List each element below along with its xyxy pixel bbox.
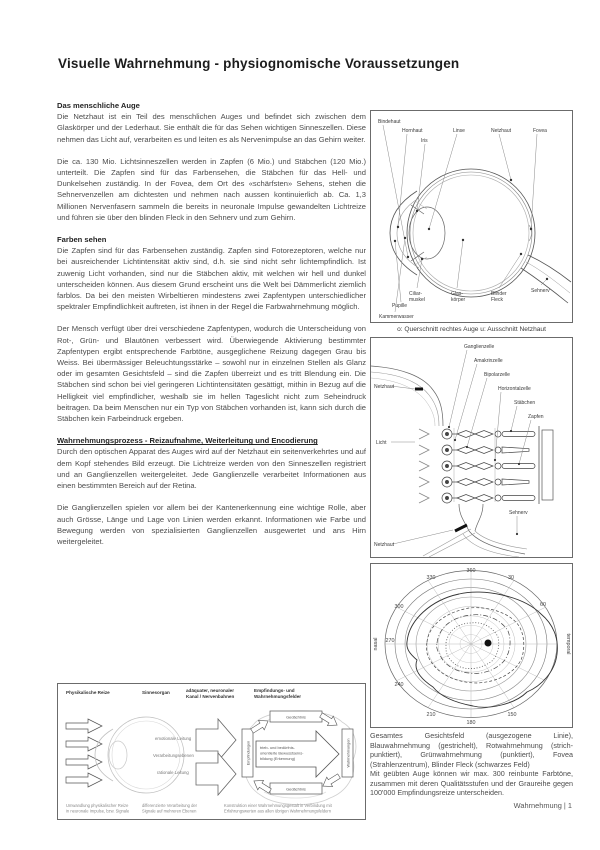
label-hornhaut: Hornhaut bbox=[402, 128, 423, 134]
figure-perception-flowchart bbox=[57, 683, 366, 820]
angle-240: 240 bbox=[394, 682, 404, 688]
label-kammerwasser: Kammerwasser bbox=[379, 314, 414, 320]
flow-header-3b: Kanal / Nervenbahnen bbox=[186, 694, 235, 699]
section-heading-farben: Farben sehen bbox=[57, 235, 107, 245]
angle-330: 330 bbox=[426, 575, 436, 581]
label-temporal: temporal bbox=[565, 633, 571, 655]
flow-caption-right-1: Konstruktion einer Wahrnehmungsgestalt in Verbindung mit bbox=[224, 803, 332, 808]
blind-spot-marker bbox=[485, 640, 492, 647]
flow-header-3a: adäquater, neuronaler bbox=[186, 688, 234, 693]
paragraph: Die Ganglienzellen spielen vor allem bei der Kantenerkennung eine wichtige Rolle, aber auch Grösse, Länge und Lage von Linien werden erkannt. Informationen wie Farbe und Bewegung werden von spezialisierten Ganglienzellen ausgewertet und ans Hirn weitergeleitet. bbox=[57, 503, 366, 546]
legend-text: Gesamtes Gesichtsfeld (ausgezogene Linie), Blauwahrnehmung (gestrichelt), Rotwahrnehmung (strich-punktiert), Grünwahrnehmung (punktiert), Fovea (Strahlenzentrum), Blinder Fleck (schwarzes Feld) bbox=[370, 731, 573, 769]
paragraph: Der Mensch verfügt über drei verschiedene Zapfentypen, wodurch die Unterscheidung von Rot-, Grün- und Blautönen verbessert wird. Überwiegende Aktivierung bestimmter Zapfentypen ergibt entsprechende Farbtöne, ausgeglichene Reizung dagegen Grau bis Weiss. Bei übermässiger Beleuchtungsstärke – sowohl nur in einzelnen Stellen als Glanz oder im gesamten Gesichtsfeld – sind die Zapfen überreizt und es tritt Blendung ein. Die Stäbchen sind schon bei viel geringeren Lichtintensitäten gesättigt, mithin in Bezug auf die Helligkeit viel empfindlicher, weshalb sie im hellen Tageslicht nicht zum Seheindruck beitragen. Da beim Menschen nur ein Typ von Stäbchen vorhanden ist, kann sich durch die Stäbchen kein Farbeindruck ergeben. bbox=[57, 324, 366, 424]
label-glaskoerper-2: körper bbox=[451, 297, 466, 303]
paragraph: Durch den optischen Apparat des Auges wird auf der Netzhaut ein seitenverkehrtes und auf dem Kopf stehendes Bild erzeugt. Die Lichtreize werden von den Sinneszellen registriert und an Ganglienzellen weitergeleitet. Jede Ganglienzelle verarbeitet Informationen aus einen bestimmten Bereich auf der Retina. bbox=[57, 447, 366, 491]
flow-channel-3: rationale Leitung bbox=[157, 770, 189, 775]
field-left-label: Empfindungen bbox=[246, 740, 251, 766]
label-nasal: nasal bbox=[373, 637, 379, 651]
stimulus-arrows bbox=[66, 719, 102, 787]
figure-caption-eye: o: Querschnitt rechtes Auge u: Ausschnitt Netzhaut bbox=[397, 325, 546, 333]
flow-channel-1: emotionale Leitung bbox=[155, 736, 192, 741]
label-ciliarmuskel: Ciliar- bbox=[409, 291, 423, 297]
angle-30: 30 bbox=[508, 575, 514, 581]
label-netzhaut-top: Netzhaut bbox=[374, 384, 395, 390]
visual-field-chart bbox=[371, 564, 572, 727]
flow-header-1: Physikalische Reize bbox=[66, 690, 110, 695]
section-heading-wahrnehmungsprozess: Wahrnehmungsprozess - Reizaufnahme, Weiterleitung und Encodierung bbox=[57, 436, 318, 446]
retina-diagram bbox=[371, 338, 572, 557]
angle-60: 60 bbox=[540, 602, 546, 608]
page-title: Visuelle Wahrnehmung - physiognomische Voraussetzungen bbox=[58, 56, 460, 71]
label-netzhaut: Netzhaut bbox=[491, 128, 512, 134]
text-column bbox=[57, 100, 366, 558]
label-linse: Linse bbox=[453, 128, 465, 134]
light-arrows bbox=[419, 429, 429, 503]
paragraph: Die Zapfen sind für das Farbensehen zuständig. Zapfen sind Fotorezeptoren, welche nur bei ausreichender Lichtintensität aktiv sind, d.h. sie sind nicht sehr lichtempfindlich. Ist zuwenig Licht vorhanden, sind nur die Stäbchen aktiv, mit welchen wir hell und dunkel unterscheiden können. Aus diesem Grund erscheint uns die Welt bei Dämmerlicht ziemlich farblos. Da bei den meisten Wirbeltieren mindestens zwei Zapfentypen unterschiedlicher spektraler Empfindlichkeit auftreten, ist ihnen in der Regel die Farbwahrnehmung möglich. bbox=[57, 246, 366, 312]
label-glaskoerper: Glas- bbox=[451, 291, 463, 297]
figure-retina bbox=[370, 337, 573, 558]
label-amakrinzelle: Amakrinzelle bbox=[474, 358, 503, 364]
label-ciliarmuskel-2: muskel bbox=[409, 297, 425, 303]
angle-210: 210 bbox=[426, 712, 436, 718]
label-bindehaut: Bindehaut bbox=[378, 119, 401, 125]
page-number: Wahrnehmung | 1 bbox=[513, 801, 572, 810]
label-sehnerv: Sehnerv bbox=[531, 288, 550, 294]
angle-270: 270 bbox=[385, 638, 395, 644]
flow-header-2: Sinnesorgan bbox=[142, 690, 170, 695]
flowchart-diagram bbox=[58, 684, 365, 819]
field-right-label: Wahrnehmungen bbox=[346, 738, 351, 768]
label-blinder-fleck: Blinder bbox=[491, 291, 507, 297]
label-horizontalzelle: Horizontalzelle bbox=[498, 386, 531, 392]
memory-top-label: Gedächtnis bbox=[286, 714, 306, 720]
angle-180: 180 bbox=[466, 720, 476, 726]
angle-150: 150 bbox=[507, 712, 517, 718]
eye-diagram bbox=[371, 111, 572, 322]
flow-caption-left-1: Umwandlung physikalischer Reize bbox=[66, 803, 129, 808]
central-text-2: orientierte Bewusstseins- bbox=[260, 750, 304, 756]
flow-channel-2: Verarbeitungsebenen bbox=[153, 753, 194, 758]
transfer-arrows bbox=[196, 719, 236, 795]
label-bipolarzelle: Bipolarzelle bbox=[484, 372, 510, 378]
label-pupille: Pupille bbox=[392, 303, 408, 309]
figure-legend bbox=[370, 731, 573, 798]
label-ganglienzelle: Ganglienzelle bbox=[464, 344, 495, 350]
label-fovea: Fovea bbox=[533, 128, 547, 134]
label-zapfen: Zapfen bbox=[528, 414, 544, 420]
central-text-3: bildung (Erkennung) bbox=[260, 756, 296, 761]
flow-caption-mid-1: differenzierte Verarbeitung der bbox=[142, 803, 197, 808]
angle-360: 360 bbox=[466, 568, 476, 574]
label-blinder-fleck-2: Fleck bbox=[491, 297, 503, 303]
label-netzhaut-bottom: Netzhaut bbox=[374, 542, 395, 548]
figure-visual-field bbox=[370, 563, 573, 728]
angle-300: 300 bbox=[394, 604, 404, 610]
flow-header-4b: Wahrnehmungsfelder bbox=[254, 694, 302, 699]
memory-bottom-label: Gedächtnis bbox=[286, 786, 306, 792]
flow-caption-right-2: Erfahrungswerten aus allen übrigen Wahrnehmungsfeldern bbox=[224, 808, 332, 814]
central-text-1: trieb- und bedürfnis- bbox=[260, 745, 295, 750]
label-sehnerv-retina: Sehnerv bbox=[509, 510, 528, 516]
flow-header-4a: Empfindungs- und bbox=[254, 688, 295, 693]
label-staebchen: Stäbchen bbox=[514, 400, 536, 406]
label-licht: Licht bbox=[376, 440, 387, 446]
flow-caption-mid-2: Signale auf mehreren Ebenen bbox=[142, 808, 197, 814]
figure-eye-cross-section bbox=[370, 110, 573, 323]
section-heading-auge: Das menschliche Auge bbox=[57, 101, 140, 110]
label-iris: Iris bbox=[421, 138, 428, 144]
paragraph: Die ca. 130 Mio. Lichtsinneszellen werden in Zapfen (6 Mio.) und Stäbchen (120 Mio.) unterteilt. Die Zapfen sind für das Farbensehen, die Stäbchen für das Hell- und Dunkelsehen zuständig. In der Fovea, dem Ort des «schärfsten» Sehens, stehen die Sehnervenzellen am dichtesten und nehmen nach aussen kontinuierlich ab. Ca. 1,3 Millionen Nervenfasern sammeln die bereits in neuronale Impulse gewandelten Lichtreize und führen sie über den blinden Fleck in den Sehnerv und zum Gehirn. bbox=[57, 156, 366, 222]
paragraph: Die Netzhaut ist ein Teil des menschlichen Auges und befindet sich zwischen dem Glaskörper und der Lederhaut. Sie enthält die für das Sehen wichtigen Sinneszellen. Diese nehmen das Licht auf, verarbeiten es und leiten es als Nervenimpulse an das Gehirn weiter. bbox=[57, 112, 366, 144]
flow-caption-left-2: in neuronale Impulse, bzw. Signale bbox=[66, 808, 130, 814]
note-text: Mit geübten Auge können wir max. 300 reinbunte Farbtöne, zusammen mit deren Qualitätsstufen und der Graureihe gegen 100'000 Empfindungsreize unterscheiden. bbox=[370, 769, 573, 797]
